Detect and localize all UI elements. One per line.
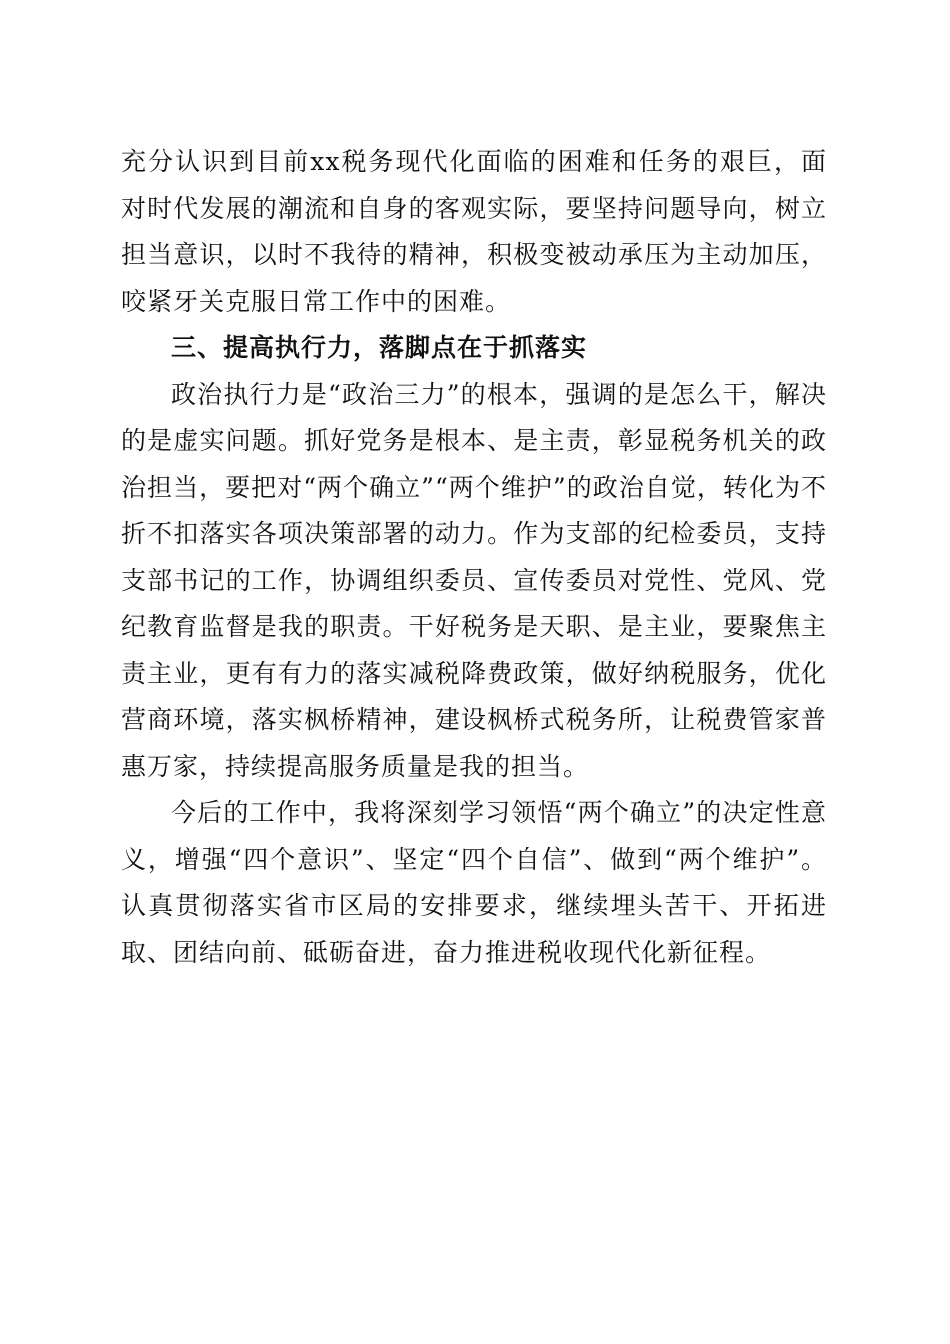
section-heading: 三、提高执行力，落脚点在于抓落实 (171, 333, 588, 362)
document-body (121, 139, 827, 976)
paragraph-continuation: 充分认识到目前xx税务现代化面临的困难和任务的艰巨，面对时代发展的潮流和自身的客观实际，要坚持问题导向，树立担当意识，以时不我待的精神，积极变被动承压为主动加压，咬紧牙关克服日常工作中的困难。 (121, 147, 827, 316)
paragraph-execution: 政治执行力是“政治三力”的根本，强调的是怎么干，解决的是虚实问题。抓好党务是根本、是主责，彰显税务机关的政治担当，要把对“两个确立”“两个维护”的政治自觉，转化为不折不扣落实各项决策部署的动力。作为支部的纪检委员，支持支部书记的工作，协调组织委员、宣传委员对党性、党风、党纪教育监督是我的职责。干好税务是天职、是主业，要聚焦主责主业，更有有力的落实减税降费政策，做好纳税服务，优化营商环境，落实枫桥精神，建设枫桥式税务所，让税费管家普惠万家，持续提高服务质量是我的担当。 (121, 379, 827, 781)
paragraph-conclusion: 今后的工作中，我将深刻学习领悟“两个确立”的决定性意义，增强“四个意识”、坚定“四个自信”、做到“两个维护”。认真贯彻落实省市区局的安排要求，继续埋头苦干、开拓进取、团结向前、砥砺奋进，奋力推进税收现代化新征程。 (121, 798, 827, 967)
